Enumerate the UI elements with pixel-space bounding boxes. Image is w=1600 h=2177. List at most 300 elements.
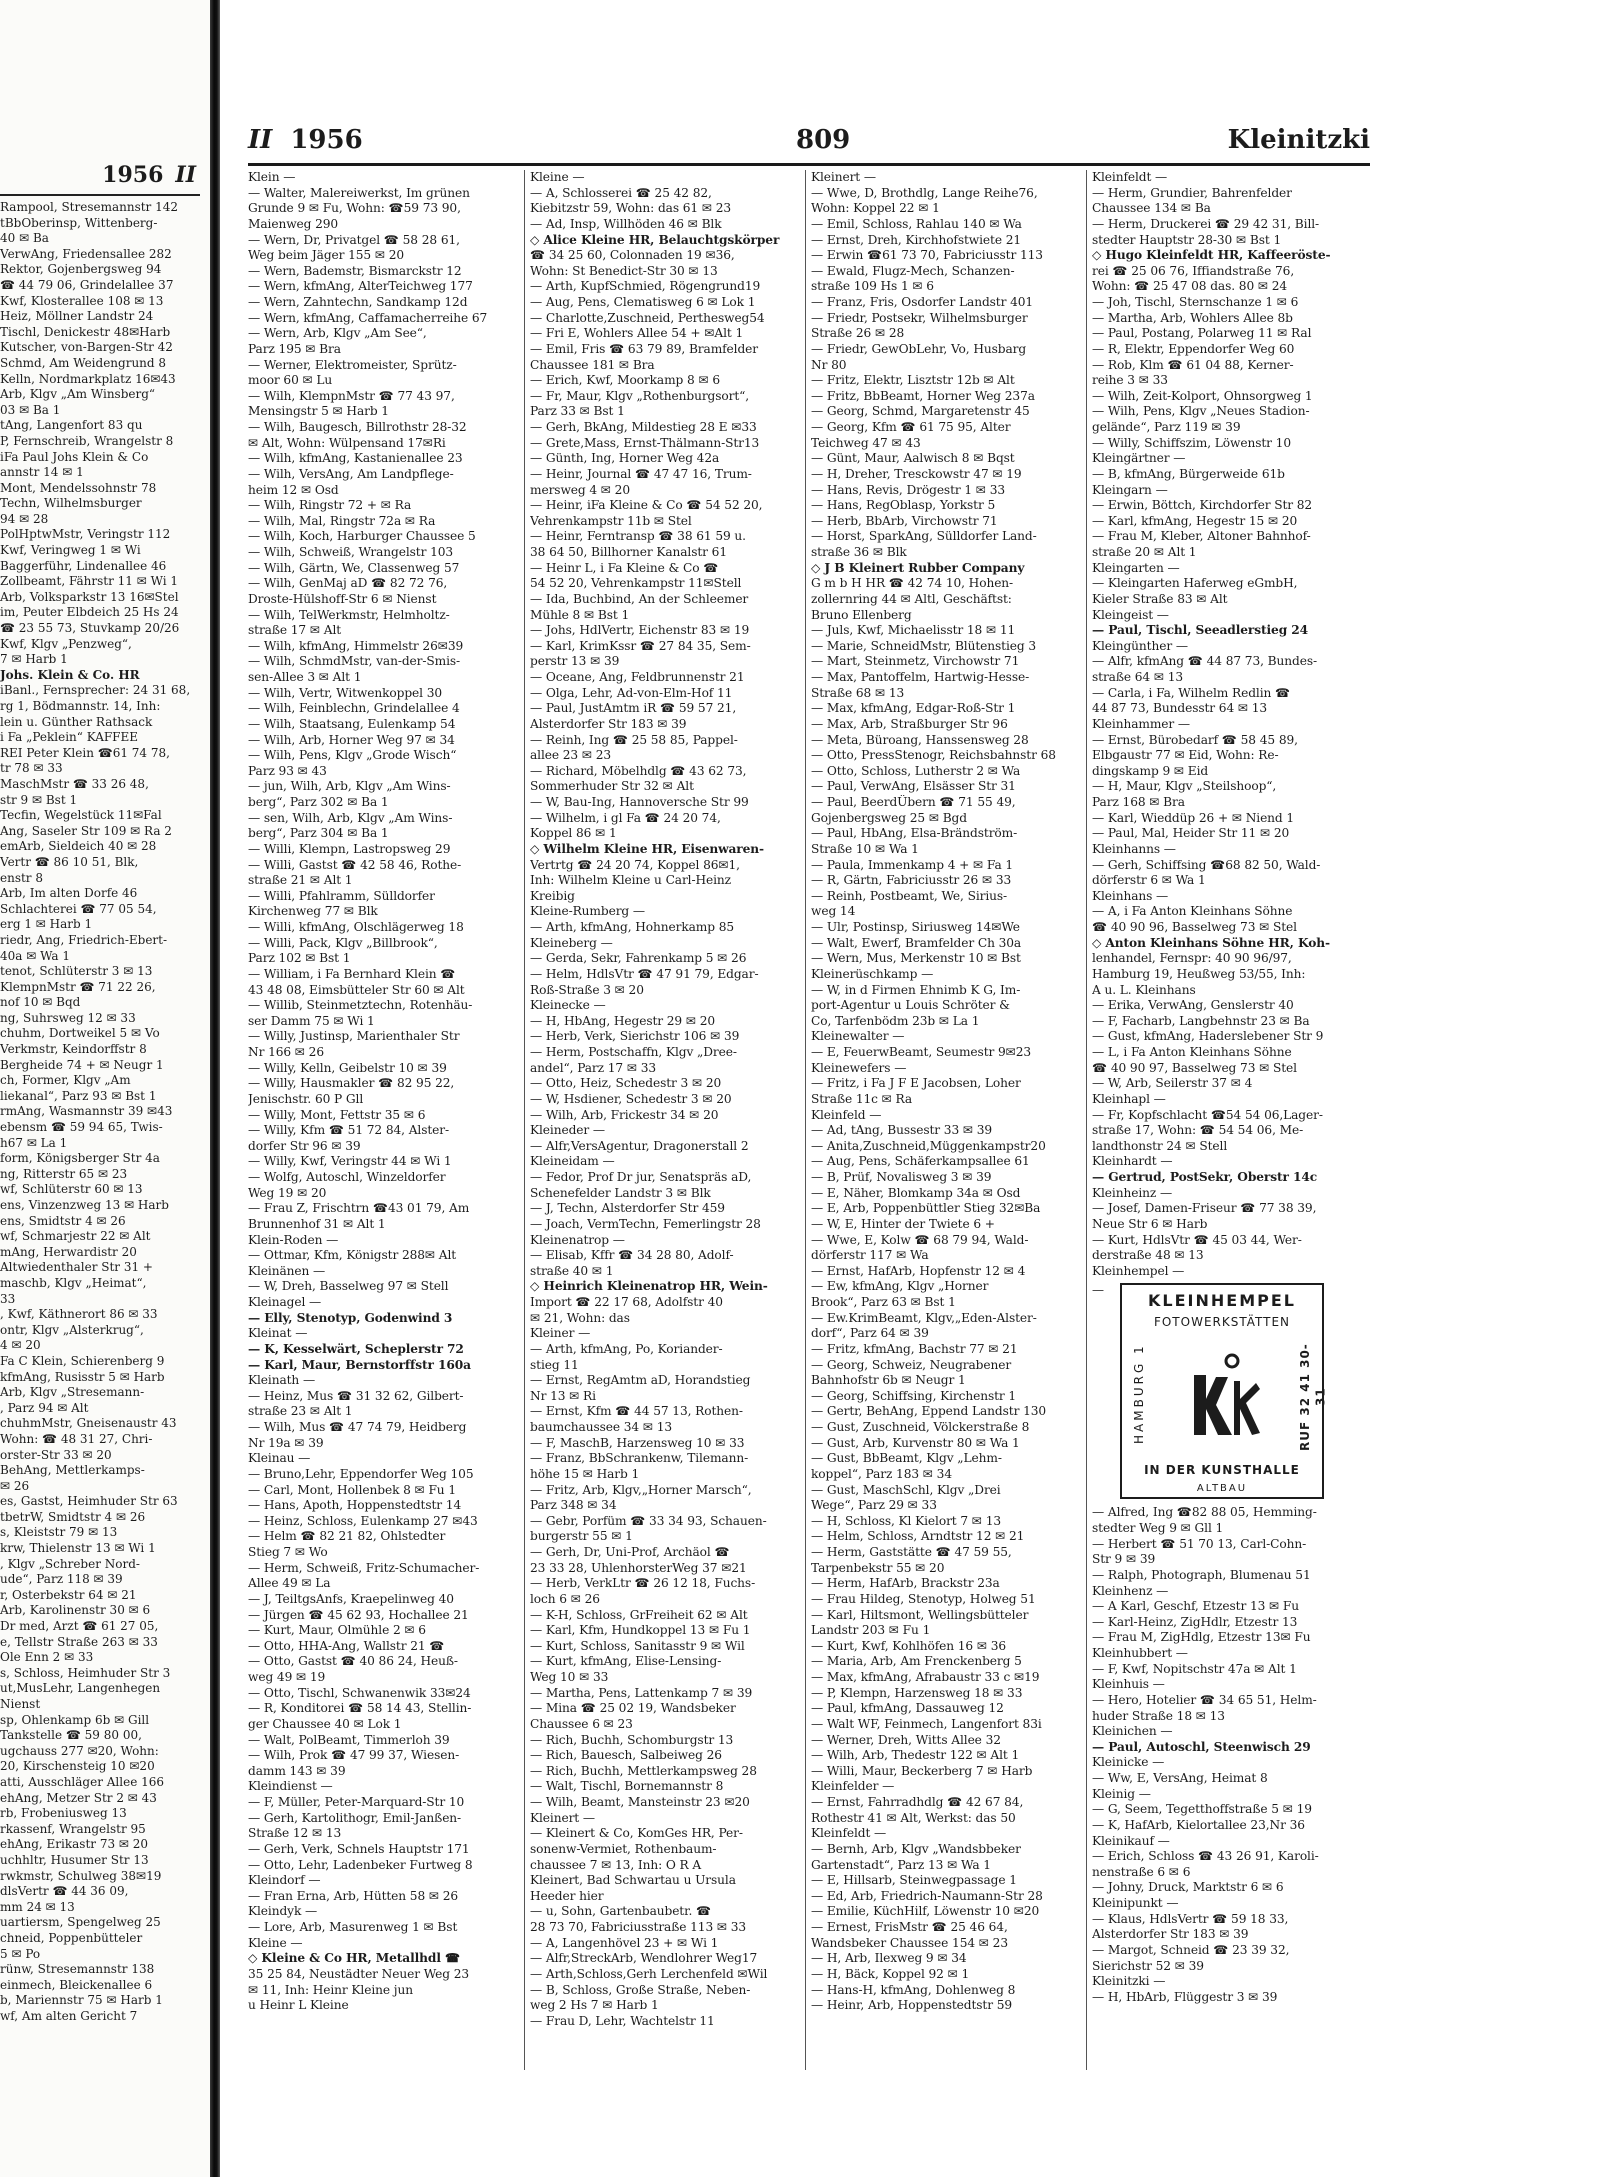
directory-entry-line: weg 49 ✉ 19	[248, 1670, 326, 1684]
directory-entry-line: — W, Dreh, Basselweg 97 ✉ Stell	[248, 1279, 449, 1294]
directory-entry-line: — Willi, Pack, Klgv „Billbrook“,	[248, 935, 438, 950]
directory-entry-line: Tarpenbekstr 55 ✉ 20	[811, 1560, 945, 1575]
directory-entry-line: — Helm, HdlsVtr ☎ 47 91 79, Edgar-	[530, 966, 759, 981]
directory-entry-line: gelände“, Parz 119 ✉ 39	[1092, 420, 1241, 434]
directory-entry-line: — Paul, BeerdÜbern ☎ 71 55 49,	[811, 795, 1016, 809]
directory-entry-line: — Mina ☎ 25 02 19, Wandsbeker	[530, 1701, 736, 1716]
left-entry-line: ehAng, Erikastr 73 ✉ 20	[0, 1837, 149, 1852]
directory-entry-line: — Paul, Postang, Polarweg 11 ✉ Ral	[1092, 326, 1312, 341]
directory-entry-line: — Wolfg, Autoschl, Winzeldorfer	[248, 1170, 446, 1184]
directory-entry-line: Allee 49 ✉ La	[248, 1576, 331, 1591]
directory-entry-line: — Gust, kfmAng, Haderslebener Str 9	[1092, 1029, 1324, 1044]
directory-entry-line: — Georg, Kfm ☎ 61 75 95, Alter	[811, 420, 1011, 434]
directory-entry-line: Mühle 8 ✉ Bst 1	[530, 607, 630, 622]
directory-entry-line: Gartenstadt“, Parz 13 ✉ Wa 1	[811, 1857, 991, 1872]
directory-entry-line: — E, FeuerwBeamt, Seumestr 9✉23	[811, 1045, 1032, 1059]
directory-entry-line: — Fr, Kopfschlacht ☎54 54 06,Lager-	[1092, 1107, 1323, 1122]
directory-entry-line: — Ernest, FrisMstr ☎ 25 46 64,	[811, 1920, 1008, 1934]
directory-entry-line: stedter Hauptstr 28-30 ✉ Bst 1	[1092, 232, 1282, 247]
directory-entry-line: 54 52 20, Vehrenkampstr 11✉Stell	[530, 576, 742, 591]
directory-entry-line: straße 36 ✉ Blk	[811, 545, 907, 559]
left-entry-line: ng, Ritterstr 65 ✉ 23	[0, 1166, 128, 1181]
directory-entry-line: Roß-Straße 3 ✉ 20	[530, 982, 644, 997]
left-entry-line: MaschMstr ☎ 33 26 48,	[0, 776, 149, 791]
directory-entry-line: Gojenbergsweg 25 ✉ Bgd	[811, 810, 967, 825]
left-entry-line: rünw, Stresemannstr 138	[0, 1962, 155, 1977]
directory-entry-line: Kleiner —	[530, 1326, 591, 1341]
directory-entry-line: — Wilh, Gärtn, We, Classenweg 57	[248, 560, 460, 575]
left-entry-line: ut,MusLehr, Langenhegen	[0, 1681, 161, 1696]
directory-entry-line: Kleinfeld —	[811, 1107, 882, 1122]
directory-entry-line: — Wilh, kfmAng, Kastanienallee 23	[248, 451, 463, 466]
directory-entry-line: Weg beim Jäger 155 ✉ 20	[248, 248, 405, 263]
directory-entry-line: — Helm ☎ 82 21 82, Ohlstedter	[248, 1529, 446, 1544]
directory-entry-line: Mensingstr 5 ✉ Harb 1	[248, 404, 389, 419]
directory-entry-line: Nr 19a ✉ 39	[248, 1435, 324, 1450]
directory-column-3	[811, 170, 1081, 2070]
directory-entry-line: — Walt, PolBeamt, Timmerloh 39	[248, 1732, 450, 1747]
directory-entry-line: dorfer Str 96 ✉ 39	[248, 1138, 361, 1153]
left-entry-line: Bergheide 74 + ✉ Neugr 1	[0, 1057, 164, 1072]
directory-entry-line: — Gertr, BehAng, Eppend Landstr 130	[811, 1404, 1047, 1419]
directory-entry-line: Kleinig —	[1092, 1786, 1151, 1801]
directory-entry-line: straße 17, Wohn: ☎ 54 54 06, Me-	[1092, 1123, 1304, 1138]
directory-entry-line: Kleindyk —	[248, 1904, 318, 1919]
left-entry-line: rkassenf, Wrangelstr 95	[0, 1821, 146, 1836]
directory-entry-line: A u. L. Kleinhans	[1092, 982, 1196, 997]
directory-entry-line: Kleinhuis —	[1092, 1677, 1165, 1692]
directory-entry-line: — Wilh, KlempnMstr ☎ 77 43 97,	[248, 388, 455, 403]
left-entry-line: krw, Thielenstr 13 ✉ Wi 1	[0, 1541, 156, 1556]
directory-entry-line: — Rich, Buchh, Mettlerkampsweg 28	[530, 1763, 757, 1778]
left-entry-line: i Fa „Peklein“ KAFFEE	[0, 730, 139, 745]
directory-entry-line: straße 20 ✉ Alt 1	[1092, 545, 1197, 559]
left-entry-line: Zollbeamt, Fährstr 11 ✉ Wi 1	[0, 574, 179, 589]
left-entry-line: VerwAng, Friedensallee 282	[0, 246, 172, 261]
directory-entry-line: — Wilh, Ringstr 72 + ✉ Ra	[248, 498, 412, 513]
directory-entry-line: heim 12 ✉ Osd	[248, 482, 339, 497]
directory-entry-line: — K-H, Schloss, GrFreiheit 62 ✉ Alt	[530, 1607, 748, 1622]
directory-entry-line: — Heinr, Ferntransp ☎ 38 61 59 u.	[530, 529, 746, 544]
directory-entry-line: Parz 93 ✉ 43	[248, 763, 327, 778]
directory-entry-line: Kleinhardt —	[1092, 1154, 1173, 1169]
left-entry-line: einmech, Bleickenallee 6	[0, 1977, 153, 1992]
directory-entry-line: — W, in d Firmen Ehnimb K G, Im-	[811, 982, 1021, 997]
directory-entry-line: — Gust, BbBeamt, Klgv „Lehm-	[811, 1451, 1002, 1466]
directory-entry-line: — Grete,Mass, Ernst-Thälmann-Str13	[530, 435, 760, 450]
directory-entry-line: — Ernst, RegAmtm aD, Horandstieg	[530, 1373, 751, 1388]
directory-entry-line: — Oceane, Ang, Feldbrunnenstr 21	[530, 670, 745, 684]
directory-entry-line: Kleinhammer —	[1092, 716, 1190, 731]
directory-entry-line: — Erich, Kwf, Moorkamp 8 ✉ 6	[530, 373, 720, 388]
left-entry-line: ch, Former, Klgv „Am	[0, 1073, 131, 1088]
left-entry-line: ✉ 26	[0, 1478, 30, 1493]
directory-entry-line: — Willi, Gastst ☎ 42 58 46, Rothe-	[248, 857, 462, 872]
directory-entry-line: Wandsbeker Chaussee 154 ✉ 23	[811, 1935, 1008, 1950]
left-entry-line: Johs. Klein & Co. HR	[0, 667, 140, 682]
directory-entry-line: Grunde 9 ✉ Fu, Wohn: ☎59 73 90,	[248, 201, 461, 216]
directory-entry-line: — Wilh, Feinblechn, Grindelallee 4	[248, 701, 460, 716]
left-entry-line: s, Schloss, Heimhuder Str 3	[0, 1665, 171, 1680]
directory-entry-line: Kleinänen —	[248, 1263, 326, 1278]
directory-entry-line: Sommerhuder Str 32 ✉ Alt	[530, 779, 694, 794]
directory-entry-line: — u, Sohn, Gartenbaubetr. ☎	[530, 1904, 712, 1919]
directory-entry-line: — Max, kfmAng, Edgar-Roß-Str 1	[811, 701, 1016, 716]
left-entry-line: Kwf, Veringweg 1 ✉ Wi	[0, 543, 141, 558]
directory-entry-line: — Hero, Hotelier ☎ 34 65 51, Helm-	[1092, 1692, 1317, 1707]
directory-entry-line: Kleine —	[248, 1935, 303, 1950]
directory-entry-line: Kleinichen —	[1092, 1724, 1173, 1739]
directory-entry-line: — H, HbArb, Flüggestr 3 ✉ 39	[1092, 1989, 1278, 2004]
left-entry-line: rb, Frobeniusweg 13	[0, 1806, 127, 1821]
directory-entry-line: — Frau Z, Frischtrn ☎43 01 79, Am	[248, 1201, 470, 1216]
directory-entry-line: — E, Arb, Poppenbüttler Stieg 32✉Ba	[811, 1201, 1041, 1216]
left-entry-line: im, Peuter Elbdeich 25 Hs 24	[0, 605, 179, 620]
directory-entry-line: — Wilh, Pens, Klgv „Grode Wisch“	[248, 748, 457, 763]
directory-entry-line: Straße 10 ✉ Wa 1	[811, 841, 919, 856]
directory-entry-line: Kleindorf —	[248, 1873, 321, 1888]
directory-entry-line: — Paul, Autoschl, Steenwisch 29	[1092, 1739, 1311, 1754]
left-entry-line: 94 ✉ 28	[0, 511, 49, 526]
left-entry-line: emArb, Sieldeich 40 ✉ 28	[0, 839, 157, 854]
left-entry-line: r, Osterbekstr 64 ✉ 21	[0, 1587, 137, 1602]
directory-entry-line: — Georg, Schweiz, Neugrabener	[811, 1357, 1012, 1372]
left-entry-line: ehAng, Metzer Str 2 ✉ 43	[0, 1790, 157, 1805]
directory-entry-line: — Anita,Zuschneid,Müggenkampstr20	[811, 1138, 1046, 1153]
directory-entry-line: Str 9 ✉ 39	[1092, 1552, 1156, 1567]
directory-entry-line: — Willi, Klempn, Lastropsweg 29	[248, 841, 451, 856]
directory-entry-line: — Arth, kfmAng, Hohnerkamp 85	[530, 920, 735, 934]
directory-entry-line: — Helm, Schloss, Arndtstr 12 ✉ 21	[811, 1529, 1025, 1544]
directory-entry-line: ◇ Kleine & Co HR, Metallhdl ☎	[248, 1951, 461, 1966]
directory-entry-line: ◇ Alice Kleine HR, Belauchtgskörper	[530, 232, 780, 247]
directory-entry-line: — Hans, Revis, Drögestr 1 ✉ 33	[811, 482, 1006, 497]
directory-entry-line: — Ernst, HafArb, Hopfenstr 12 ✉ 4	[811, 1263, 1026, 1278]
directory-entry-line: — Kleingarten Haferweg eGmbH,	[1092, 576, 1298, 591]
directory-entry-line: weg 2 Hs 7 ✉ Harb 1	[530, 1998, 659, 2013]
directory-entry-line: — Frau D, Lehr, Wachtelstr 11	[530, 2013, 715, 2028]
directory-entry-line: — Willib, Steinmetztechn, Rotenhäu-	[248, 998, 473, 1013]
directory-entry-line: Kleinath —	[248, 1373, 316, 1388]
directory-entry-line: — Wilh, SchmdMstr, van-der-Smis-	[248, 654, 461, 669]
directory-entry-line: — Wilh, Arb, Thedestr 122 ✉ Alt 1	[811, 1748, 1020, 1763]
directory-entry-line: — R, Elektr, Eppendorfer Weg 60	[1092, 341, 1295, 356]
left-entry-line: liekanal“, Parz 93 ✉ Bst 1	[0, 1088, 157, 1103]
directory-entry-line: Stieg 7 ✉ Wo	[248, 1545, 328, 1559]
directory-entry-line: — Heinz, Mus ☎ 31 32 62, Gilbert-	[248, 1388, 464, 1403]
left-entry-line: uchhltr, Husumer Str 13	[0, 1852, 149, 1867]
directory-entry-line: — Karl-Heinz, ZigHdlr, Etzestr 13	[1092, 1614, 1298, 1629]
directory-entry-line: — F, Facharb, Langbehnstr 23 ✉ Ba	[1092, 1013, 1310, 1028]
directory-entry-line: — Fritz, Arb, Klgv,„Horner Marsch“,	[530, 1482, 752, 1497]
directory-entry-line: — Ew, kfmAng, Klgv „Horner	[811, 1279, 989, 1294]
directory-entry-line: — Heinr, Journal ☎ 47 47 16, Trum-	[530, 466, 752, 481]
directory-entry-line: port-Agentur u Louis Schröter &	[811, 998, 1010, 1013]
directory-entry-line: — Wilh, Mus ☎ 47 74 79, Heidberg	[248, 1420, 467, 1434]
directory-entry-line: — Frau M, ZigHdlg, Etzestr 13✉ Fu	[1092, 1630, 1311, 1645]
right-page	[220, 0, 1600, 2177]
directory-entry-line: — H, Dreher, Tresckowstr 47 ✉ 19	[811, 466, 1022, 481]
directory-entry-line: — Ernst, Dreh, Kirchhofstwiete 21	[811, 232, 1022, 247]
directory-entry-line: — Otto, PressStenogr, Reichsbahnstr 68	[811, 748, 1056, 763]
directory-entry-line: — Paul, Tischl, Seeadlerstieg 24	[1092, 623, 1309, 638]
ad-company-name: KLEINHEMPEL	[1148, 1291, 1296, 1311]
directory-entry-line: — Gust, Zuschneid, Völckerstraße 8	[811, 1420, 1030, 1434]
left-entry-line: ☎ 44 79 06, Grindelallee 37	[0, 277, 174, 292]
directory-entry-line: G m b H HR ☎ 42 74 10, Hohen-	[811, 576, 1014, 591]
directory-entry-line: — A Karl, Geschf, Etzestr 13 ✉ Fu	[1092, 1599, 1300, 1614]
directory-column-4	[1092, 170, 1362, 2070]
header-year: 1956	[290, 125, 363, 155]
directory-entry-line: Inh: Wilhelm Kleine u Carl-Heinz	[530, 873, 732, 888]
directory-entry-line: — H, HbAng, Hegestr 29 ✉ 20	[530, 1013, 716, 1028]
directory-entry-line: nenstraße 6 ✉ 6	[1092, 1864, 1191, 1879]
directory-entry-line: Kleinhempel —	[1092, 1263, 1185, 1278]
directory-entry-line: Kiebitzstr 59, Wohn: das 61 ✉ 23	[530, 201, 732, 216]
directory-entry-line: — Carl, Mont, Hollenbek 8 ✉ Fu 1	[248, 1482, 456, 1497]
directory-entry-line: andel“, Parz 17 ✉ 33	[530, 1060, 657, 1075]
directory-entry-line: — Wern, kfmAng, AlterTeichweg 177	[248, 279, 473, 294]
directory-entry-line: — Margot, Schneid ☎ 23 39 32,	[1092, 1942, 1290, 1957]
directory-entry-line: dörferstr 6 ✉ Wa 1	[1092, 873, 1206, 888]
left-entry-line: chuhmMstr, Gneisenaustr 43	[0, 1416, 177, 1431]
directory-entry-line: Kleine —	[530, 170, 585, 184]
left-entry-line: annstr 14 ✉ 1	[0, 465, 84, 480]
directory-entry-line: — Lore, Arb, Masurenweg 1 ✉ Bst	[248, 1920, 458, 1934]
ad-location-detail: ALTBAU	[1196, 1483, 1248, 1495]
directory-entry-line: dingskamp 9 ✉ Eid	[1092, 763, 1209, 778]
left-entry-line: Schmd, Am Weidengrund 8	[0, 355, 167, 370]
directory-entry-line: — Friedr, GewObLehr, Vo, Husbarg	[811, 341, 1027, 356]
directory-entry-line: — Herm, HafArb, Brackstr 23a	[811, 1576, 1000, 1591]
directory-columns	[248, 170, 1370, 2070]
directory-entry-line: — Erich, Schloss ☎ 43 26 91, Karoli-	[1092, 1849, 1319, 1864]
left-entry-line: wf, Schmarjestr 22 ✉ Alt	[0, 1229, 151, 1244]
directory-entry-line: — Gerh, Schiffsing ☎68 82 50, Wald-	[1092, 857, 1321, 872]
directory-entry-line: ✉ 21, Wohn: das	[530, 1310, 630, 1325]
directory-entry-line: Klein-Roden —	[248, 1232, 339, 1247]
ad-business-type: FOTOWERKSTÄTTEN	[1153, 1315, 1291, 1330]
directory-entry-line: — Martha, Pens, Lattenkamp 7 ✉ 39	[530, 1685, 753, 1700]
left-entry-line: P, Fernschreib, Wrangelstr 8	[0, 433, 174, 448]
left-entry-line: es, Gastst, Heimhuder Str 63	[0, 1494, 178, 1509]
directory-entry-line: — Otto, Lehr, Ladenbeker Furtweg 8	[248, 1857, 473, 1872]
directory-entry-line: — Wern, Bademstr, Bismarckstr 12	[248, 263, 462, 278]
directory-entry-line: — Johny, Druck, Marktstr 6 ✉ 6	[1092, 1880, 1284, 1895]
directory-entry-line: perstr 13 ✉ 39	[530, 654, 620, 669]
directory-entry-line: — Horst, SparkAng, Sülldorfer Land-	[811, 529, 1037, 544]
kh-monogram-logo	[1184, 1347, 1264, 1447]
directory-entry-line: Jenischstr. 60 P Gll	[248, 1091, 364, 1106]
directory-entry-line: — Willy, Kwf, Veringstr 44 ✉ Wi 1	[248, 1154, 452, 1169]
directory-entry-line: — Fritz, Elektr, Lisztstr 12b ✉ Alt	[811, 373, 1015, 388]
directory-column-2	[530, 170, 800, 2070]
directory-entry-line: — W, E, Hinter der Twiete 6 +	[811, 1216, 995, 1231]
directory-entry-line: — Karl, Hiltsmont, Wellingsbütteler	[811, 1607, 1029, 1622]
left-entry-line: 7 ✉ Harb 1	[0, 652, 68, 667]
directory-entry-line: straße 40 ✉ 1	[530, 1263, 614, 1278]
directory-entry-line: Kleinagel —	[248, 1295, 322, 1309]
left-page-entries	[0, 200, 202, 2024]
left-entry-line: b, Mariennstr 75 ✉ Harb 1	[0, 1993, 163, 2008]
directory-entry-line: — Ottmar, Kfm, Königstr 288✉ Alt	[248, 1248, 457, 1263]
kleinhempel-advertisement: — KLEINHEMPEL FOTOWERKSTÄTTEN HAMBURG 1 RUF 32 41 30-31 IN DER KUNSTHALLE ALTBAU	[1092, 1283, 1362, 1503]
directory-entry-line: — Wern, Mus, Merkenstr 10 ✉ Bst	[811, 951, 1021, 966]
directory-entry-line: — Frau M, Kleber, Altoner Bahnhof-	[1092, 529, 1311, 544]
left-entry-line: Verkmstr, Keindorffstr 8	[0, 1042, 147, 1057]
directory-entry-line: — Wilh, Staatsang, Eulenkamp 54	[248, 716, 456, 731]
directory-entry-line: — Arth, kfmAng, Po, Koriander-	[530, 1341, 723, 1356]
left-entry-line: 03 ✉ Ba 1	[0, 402, 61, 417]
directory-entry-line: Klein —	[248, 170, 296, 184]
left-entry-line: Tecfin, Wegelstück 11✉Fal	[0, 808, 162, 823]
directory-entry-line: — Wilh, Vertr, Witwenkoppel 30	[248, 685, 443, 700]
directory-entry-line: Heeder hier	[530, 1888, 604, 1903]
left-entry-line: Schlachterei ☎ 77 05 54,	[0, 901, 157, 916]
directory-entry-line: — Fr, Maur, Klgv „Rothenburgsort“,	[530, 388, 750, 403]
directory-entry-line: — Herm, Postschaffn, Klgv „Dree-	[530, 1045, 737, 1059]
directory-entry-line: dörferstr 117 ✉ Wa	[811, 1248, 929, 1263]
directory-entry-line: Kleinicke —	[1092, 1755, 1165, 1770]
directory-entry-line: Parz 195 ✉ Bra	[248, 341, 341, 356]
directory-entry-line: — Wilh, Zeit-Kolport, Ohnsorgweg 1	[1092, 388, 1313, 403]
directory-entry-line: ☎ 40 90 97, Basselweg 73 ✉ Stel	[1092, 1060, 1297, 1075]
directory-entry-line: — Heinr L, i Fa Kleine & Co ☎	[530, 560, 719, 575]
directory-entry-line: — Jürgen ☎ 45 62 93, Hochallee 21	[248, 1607, 469, 1622]
left-entry-line: Mont, Mendelssohnstr 78	[0, 480, 157, 495]
directory-entry-line: — K, HafArb, Kielortallee 23,Nr 36	[1092, 1817, 1305, 1832]
directory-entry-line: Kirchenweg 77 ✉ Blk	[248, 904, 378, 919]
directory-entry-line: Kleingarn —	[1092, 482, 1168, 497]
left-entry-line: rg 1, Bödmannstr. 14, Inh:	[0, 699, 161, 713]
directory-entry-line: — Friedr, Postsekr, Wilhelmsburger	[811, 310, 1028, 325]
directory-entry-line: — Marie, SchneidMstr, Blütenstieg 3	[811, 638, 1036, 653]
directory-entry-line: stieg 11	[530, 1357, 579, 1372]
directory-entry-line: dorf“, Parz 64 ✉ 39	[811, 1326, 929, 1341]
directory-entry-line: — Frau Hildeg, Stenotyp, Holweg 51	[811, 1591, 1036, 1606]
book-gutter	[210, 0, 220, 2177]
directory-entry-line: — Heinr, iFa Kleine & Co ☎ 54 52 20,	[530, 498, 763, 513]
directory-entry-line: — Elisab, Kffr ☎ 34 28 80, Adolf-	[530, 1248, 734, 1263]
page-number: 809	[796, 125, 851, 155]
directory-entry-line: Neue Str 6 ✉ Harb	[1092, 1216, 1208, 1231]
directory-entry-line: — Elly, Stenotyp, Godenwind 3	[248, 1310, 453, 1325]
left-entry-line: tbetrW, Smidtstr 4 ✉ 26	[0, 1509, 146, 1524]
directory-entry-line: — Arth, KupfSchmied, Rögengrund19	[530, 279, 761, 294]
directory-entry-line: — Emilie, KüchHilf, Löwenstr 10 ✉20	[811, 1904, 1040, 1919]
directory-entry-line: Alsterdorfer Str 183 ✉ 39	[530, 716, 687, 731]
left-page-header	[0, 162, 196, 186]
directory-entry-line: Kleinau —	[248, 1451, 311, 1466]
directory-entry-line: — Fri E, Wohlers Allee 54 + ✉Alt 1	[530, 326, 744, 341]
directory-entry-line: ◇ Hugo Kleinfeldt HR, Kaffeeröste-	[1092, 248, 1331, 263]
left-entry-line: Ole Enn 2 ✉ 33	[0, 1650, 94, 1665]
left-entry-line: wf, Am alten Gericht 7	[0, 2008, 138, 2023]
directory-entry-line: Kleinikauf —	[1092, 1833, 1170, 1848]
directory-entry-line: Vertrtg ☎ 24 20 74, Koppel 86✉1,	[530, 857, 740, 872]
directory-entry-line: Kleineder —	[530, 1123, 605, 1138]
directory-entry-line: — Willy, Justinsp, Marienthaler Str	[248, 1029, 460, 1044]
directory-entry-line: — Günth, Ing, Horner Weg 42a	[530, 451, 720, 466]
directory-entry-line: Kleingünther —	[1092, 638, 1188, 653]
directory-entry-line: — Wern, Zahntechn, Sandkamp 12d	[248, 295, 468, 309]
directory-entry-line: Koppel 86 ✉ 1	[530, 826, 617, 841]
directory-entry-line: — Herm, Gaststätte ☎ 47 59 55,	[811, 1545, 1012, 1559]
directory-entry-line: — Willy, Kelln, Geibelstr 10 ✉ 39	[248, 1060, 447, 1075]
directory-entry-line: — Kurt, Schloss, Sanitasstr 9 ✉ Wil	[530, 1638, 745, 1653]
left-entry-line: Tischl, Denickestr 48✉Harb	[0, 324, 171, 339]
directory-entry-line: 23 33 28, UhlenhorsterWeg 37 ✉21	[530, 1560, 747, 1575]
directory-entry-line: — Herb, BbArb, Virchowstr 71	[811, 513, 998, 528]
directory-entry-line: — Fritz, kfmAng, Bachstr 77 ✉ 21	[811, 1341, 1018, 1356]
left-entry-line: Arb, Karolinenstr 30 ✉ 6	[0, 1603, 151, 1618]
directory-entry-line: — Reinh, Ing ☎ 25 58 85, Pappel-	[530, 732, 738, 747]
directory-entry-line: — Otto, HHA-Ang, Wallstr 21 ☎	[248, 1638, 445, 1653]
directory-entry-line: — Fritz, i Fa J F E Jacobsen, Loher	[811, 1076, 1021, 1091]
directory-entry-line: — Kurt, kfmAng, Elise-Lensing-	[530, 1654, 722, 1669]
directory-entry-line: — Otto, Schloss, Lutherstr 2 ✉ Wa	[811, 763, 1021, 778]
directory-entry-line: Wohn: St Benedict-Str 30 ✉ 13	[530, 263, 718, 278]
directory-entry-line: Kleingärtner —	[1092, 451, 1186, 466]
directory-entry-line: — Rich, Bauesch, Salbeiweg 26	[530, 1748, 722, 1763]
left-header-year: 1956	[102, 162, 164, 188]
directory-entry-line: — Gust, MaschSchl, Klgv „Drei	[811, 1482, 1001, 1497]
directory-entry-line: — Heinr, Arb, Hoppenstedtstr 59	[811, 1998, 1013, 2013]
directory-entry-line: — Otto, Tischl, Schwanenwik 33✉24	[248, 1685, 471, 1700]
directory-entry-line: — Ralph, Photograph, Blumenau 51	[1092, 1567, 1311, 1582]
left-entry-line: Rampool, Stresemannstr 142	[0, 200, 179, 214]
directory-entry-line: Chaussee 6 ✉ 23	[530, 1716, 633, 1731]
left-entry-line: Rektor, Gojenbergsweg 94	[0, 262, 162, 277]
directory-entry-line: — E, Näher, Blomkamp 34a ✉ Osd	[811, 1185, 1021, 1200]
directory-entry-line: — Georg, Schmd, Margaretenstr 45	[811, 404, 1030, 419]
directory-entry-line: — R, Konditorei ☎ 58 14 43, Stellin-	[248, 1701, 472, 1716]
directory-entry-line: — H, Bäck, Koppel 92 ✉ 1	[811, 1966, 970, 1981]
directory-entry-line: ◇ Anton Kleinhans Söhne HR, Koh-	[1092, 935, 1330, 950]
directory-entry-line: — Gebr, Porfüm ☎ 33 34 93, Schauen-	[530, 1513, 767, 1528]
directory-entry-line: — Gerh, Dr, Uni-Prof, Archäol ☎	[530, 1545, 730, 1559]
directory-entry-line: — Ernst, Bürobedarf ☎ 58 45 89,	[1092, 732, 1298, 747]
directory-entry-line: — R, Gärtn, Fabriciusstr 26 ✉ 33	[811, 873, 1012, 888]
directory-entry-line: straße 23 ✉ Alt 1	[248, 1404, 353, 1419]
left-entry-line: ng, Suhrsweg 12 ✉ 33	[0, 1010, 136, 1025]
directory-entry-line: — Wilhelm, i gl Fa ☎ 24 20 74,	[530, 810, 721, 825]
directory-entry-line: Brunnenhof 31 ✉ Alt 1	[248, 1216, 386, 1231]
directory-entry-line: — F, Kwf, Nopitschstr 47a ✉ Alt 1	[1092, 1661, 1297, 1676]
left-entry-line: h67 ✉ La 1	[0, 1135, 68, 1150]
directory-entry-line: — sen, Wilh, Arb, Klgv „Am Wins-	[248, 810, 453, 825]
directory-entry-line: Wohn: Koppel 22 ✉ 1	[811, 201, 940, 216]
directory-entry-line: — Günt, Maur, Aalwisch 8 ✉ Bqst	[811, 451, 1015, 466]
directory-entry-line: — Ernst, Fahrradhdlg ☎ 42 67 84,	[811, 1795, 1024, 1809]
left-entry-line: wf, Schlüterstr 60 ✉ 13	[0, 1182, 143, 1197]
directory-entry-line: Brook“, Parz 63 ✉ Bst 1	[811, 1295, 956, 1309]
left-entry-line: REI Peter Klein ☎61 74 78,	[0, 745, 170, 760]
directory-entry-line: Weg 10 ✉ 33	[530, 1670, 609, 1684]
directory-entry-line: lenhandel, Fernspr: 40 90 96/97,	[1092, 951, 1292, 966]
directory-entry-line: Vehrenkampstr 11b ✉ Stel	[530, 513, 692, 528]
directory-entry-line: Kleinheinz —	[1092, 1185, 1173, 1200]
directory-entry-line: Bruno Ellenberg	[811, 607, 912, 622]
directory-entry-line: zollernring 44 ✉ Altl, Geschäftst:	[811, 591, 1012, 606]
directory-entry-line: — Paul, HbAng, Elsa-Brändström-	[811, 826, 1018, 841]
directory-entry-line: — Gust, Arb, Kurvenstr 80 ✉ Wa 1	[811, 1435, 1020, 1450]
directory-entry-line: — Walt, Tischl, Bornemannstr 8	[530, 1779, 724, 1794]
directory-entry-line: — Wern, kfmAng, Caffamacherreihe 67	[248, 310, 488, 325]
directory-entry-line: — Joach, VermTechn, Femerlingstr 28	[530, 1216, 761, 1231]
left-entry-line: , Parz 94 ✉ Alt	[0, 1400, 89, 1415]
directory-entry-line: Nr 80	[811, 357, 847, 372]
